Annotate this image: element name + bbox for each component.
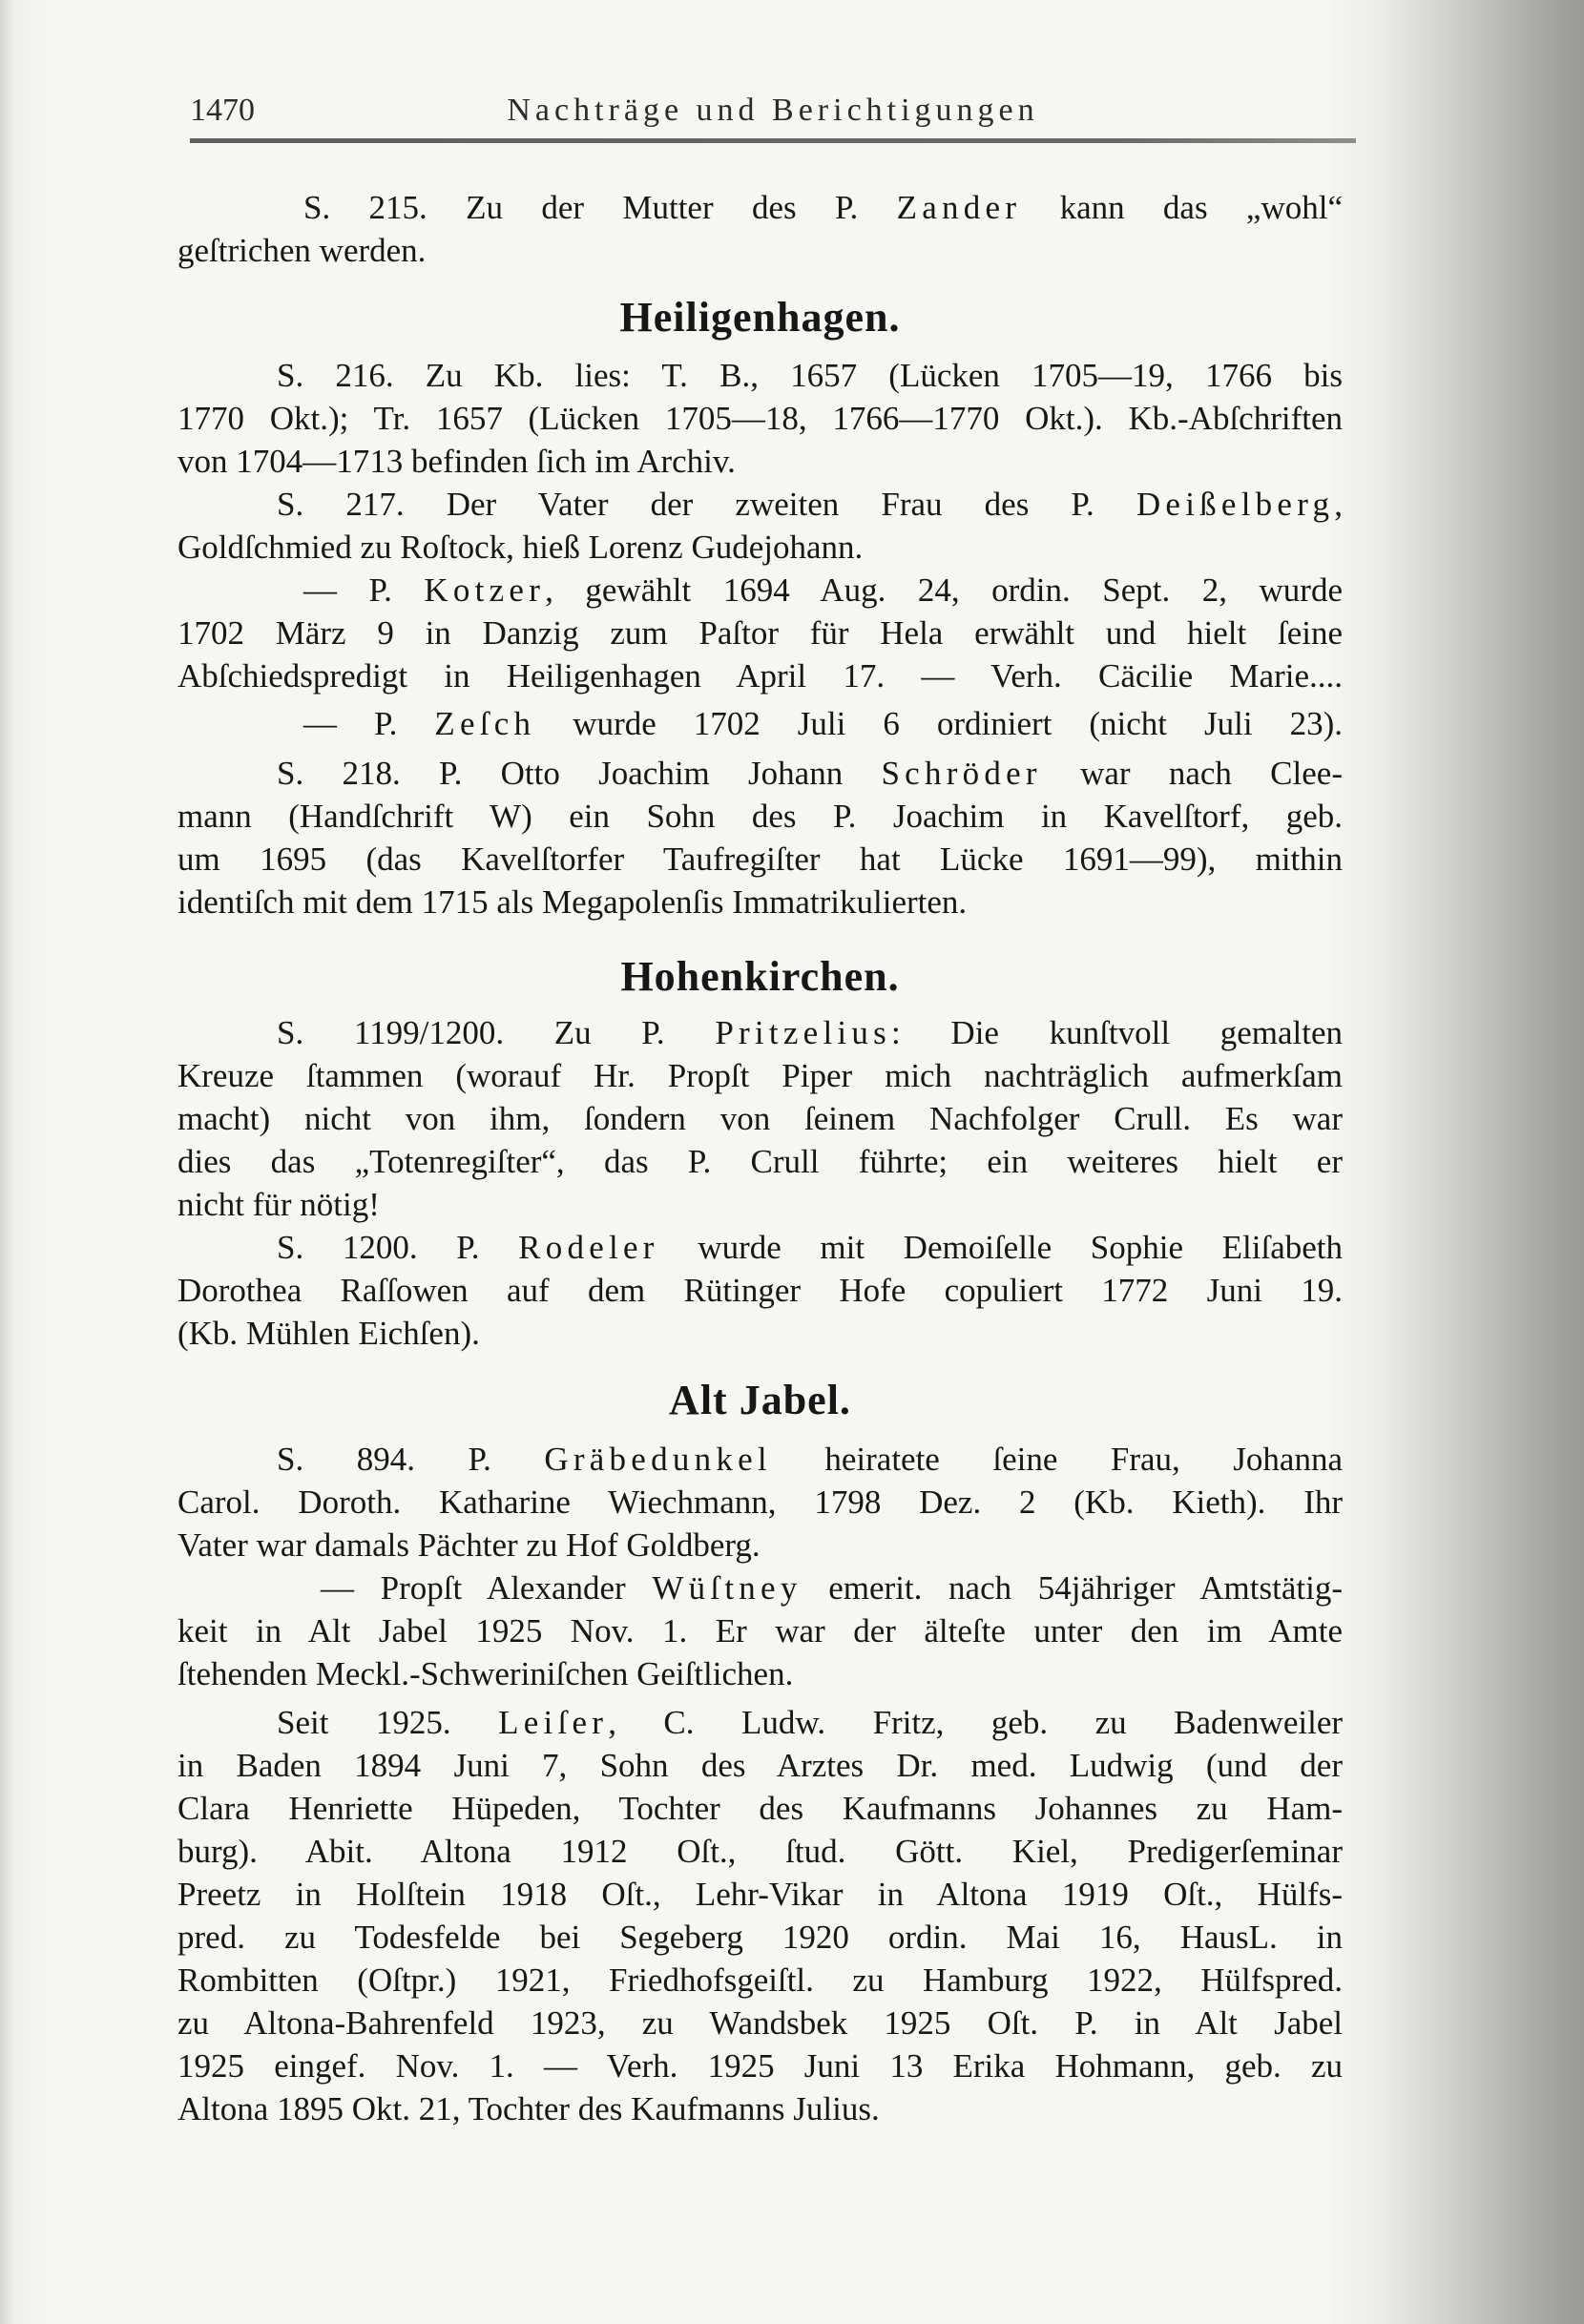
line-text: war nach Clee- — [1041, 755, 1343, 792]
line-text: emerit. nach 54jähriger Amtstätig- — [802, 1569, 1343, 1607]
text-line: Rombitten (Oſtpr.) 1921, Friedhofsgeiſtl. zu Hamburg 1922, Hülfspred. — [177, 1961, 1343, 1999]
line-text: S. 1199/1200. Zu P. — [277, 1014, 716, 1051]
text-line: Altona 1895 Okt. 21, Tochter des Kaufmanns Julius. — [177, 2090, 880, 2127]
page-number: 1470 — [190, 93, 255, 128]
paragraph — [177, 483, 1343, 569]
text-line: nicht für nötig! — [177, 1186, 380, 1223]
text-line: Abſchiedspredigt in Heiligenhagen April 17. — Verh. Cäcilie Marie.... — [177, 657, 1343, 695]
text-line: pred. zu Todesfelde bei Segeberg 1920 ordin. Mai 16, HausL. in — [177, 1919, 1343, 1956]
text-line: identiſch mit dem 1715 als Megapolenſis Immatrikulierten. — [177, 883, 968, 921]
text-line: keit in Alt Jabel 1925 Nov. 1. Er war der älteſte unter den im Amte — [177, 1612, 1343, 1650]
text-line — [177, 483, 1343, 526]
paragraph — [177, 1438, 1343, 1567]
text-line: Carol. Doroth. Katharine Wiechmann, 1798 Dez. 2 (Kb. Kieth). Ihr — [177, 1484, 1343, 1521]
section-alt-jabel — [177, 1374, 1343, 2130]
paragraph — [177, 752, 1343, 923]
line-text: , C. Ludw. Fritz, geb. zu Badenweiler — [608, 1704, 1344, 1741]
running-head — [190, 92, 1356, 130]
line-text: — P. — [303, 705, 435, 742]
line-text: Seit 1925. — [277, 1704, 499, 1741]
line-text: S. 1200. P. — [277, 1229, 519, 1266]
text-line: Clara Henriette Hüpeden, Tochter des Kaufmanns Johannes zu Ham- — [177, 1790, 1343, 1827]
line-text: S. 217. Der Vater der zweiten Frau des P. — [277, 486, 1136, 523]
text-line: mann (Handſchrift W) ein Sohn des P. Joachim in Kavelſtorf, geb. — [177, 798, 1343, 835]
paragraph — [177, 702, 1343, 745]
header-rule — [190, 138, 1356, 143]
text-line: zu Altona-Bahrenfeld 1923, zu Wandsbek 1925 Oſt. P. in Alt Jabel — [177, 2004, 1343, 2042]
text-line — [177, 1567, 1343, 1609]
person-name: Pritzelius — [715, 1014, 892, 1051]
text-line: (Kb. Mühlen Eichſen). — [177, 1315, 480, 1352]
line-text: heiratete ſeine Frau, Johanna — [771, 1441, 1343, 1478]
text-line: von 1704—1713 befinden ſich im Archiv. — [177, 443, 736, 480]
section-hohenkirchen — [177, 950, 1343, 1355]
text-line: burg). Abit. Altona 1912 Oſt., ſtud. Gött. Kiel, Predigerſeminar — [177, 1833, 1343, 1870]
paragraph — [177, 569, 1343, 697]
paragraph — [177, 1011, 1343, 1226]
text-line: 1770 Okt.); Tr. 1657 (Lücken 1705—18, 1766—1770 Okt.). Kb.-Abſchriften — [177, 400, 1343, 437]
text-line: 1702 März 9 in Danzig zum Paſtor für Hela erwählt und hielt ſeine — [177, 614, 1343, 652]
line-text: S. 215. Zu der Mutter des P. — [303, 189, 897, 226]
text-line — [177, 752, 1343, 795]
section-heading: Hohenkirchen. — [620, 953, 900, 1000]
person-name: Zeſch — [434, 705, 536, 742]
text-line: dies das „Totenregiſter“, das P. Crull führte; ein weiteres hielt er — [177, 1143, 1343, 1180]
person-name: Gräbedunkel — [544, 1441, 772, 1478]
paragraph — [177, 186, 1343, 272]
text-line: Goldſchmied zu Roſtock, hieß Lorenz Gudejohann. — [177, 529, 864, 566]
line-text: , — [1334, 486, 1343, 523]
text-line: ſtehenden Meckl.-Schweriniſchen Geiſtlichen. — [177, 1655, 794, 1692]
line-text: — Propſt Alexander — [321, 1569, 653, 1607]
text-line: macht) nicht von ihm, ſondern von ſeinem Nachfolger Crull. Es war — [177, 1100, 1343, 1137]
running-title: Nachträge und Berichtigungen — [507, 93, 1039, 128]
paragraph — [177, 1226, 1343, 1355]
person-name: Wüſtney — [652, 1569, 802, 1607]
person-name: Deißelberg — [1136, 486, 1335, 523]
paragraph — [177, 1567, 1343, 1695]
text-line — [177, 1701, 1343, 1744]
line-text: : Die kunſtvoll gemalten — [891, 1014, 1343, 1051]
text-line — [177, 186, 1343, 229]
paragraph — [177, 354, 1343, 483]
person-name: Leiſer — [498, 1704, 609, 1741]
person-name: Schröder — [881, 755, 1042, 792]
section-heiligenhagen — [177, 291, 1343, 923]
line-text: wurde mit Demoiſelle Sophie Eliſabeth — [658, 1229, 1343, 1266]
person-name: Rodeler — [518, 1229, 659, 1266]
page-body — [177, 186, 1343, 2130]
line-text: — P. — [303, 571, 425, 609]
text-line — [177, 702, 1343, 745]
person-name: Zander — [896, 189, 1022, 226]
text-line: in Baden 1894 Juni 7, Sohn des Arztes Dr. med. Ludwig (und der — [177, 1747, 1343, 1784]
section-heading: Heiligenhagen. — [619, 294, 901, 341]
line-text: , gewählt 1694 Aug. 24, ordin. Sept. 2, wurde — [545, 571, 1343, 609]
person-name: Kotzer — [424, 571, 546, 609]
text-line: Dorothea Raſſowen auf dem Rütinger Hofe copuliert 1772 Juni 19. — [177, 1272, 1343, 1309]
text-line — [177, 1011, 1343, 1054]
text-line: Vater war damals Pächter zu Hof Goldberg. — [177, 1526, 761, 1564]
text-line: geſtrichen werden. — [177, 232, 427, 269]
text-line: S. 216. Zu Kb. lies: T. B., 1657 (Lücken 1705—19, 1766 bis — [277, 357, 1343, 394]
line-text: S. 894. P. — [277, 1441, 545, 1478]
line-text: kann das „wohl“ — [1021, 189, 1343, 226]
text-line — [177, 569, 1343, 612]
line-text: wurde 1702 Juli 6 ordiniert (nicht Juli 23). — [535, 705, 1343, 742]
paragraph — [177, 1701, 1343, 2130]
line-text: S. 218. P. Otto Joachim Johann — [277, 755, 882, 792]
text-line: Preetz in Holſtein 1918 Oſt., Lehr-Vikar in Altona 1919 Oſt., Hülfs- — [177, 1876, 1343, 1913]
text-line: Kreuze ſtammen (worauf Hr. Propſt Piper mich nachträglich aufmerkſam — [177, 1057, 1343, 1094]
text-line — [177, 1438, 1343, 1481]
text-line — [177, 1226, 1343, 1269]
section-heading: Alt Jabel. — [669, 1377, 851, 1423]
text-line: um 1695 (das Kavelſtorfer Taufregiſter hat Lücke 1691—99), mithin — [177, 840, 1343, 878]
text-line: 1925 eingef. Nov. 1. — Verh. 1925 Juni 13 Erika Hohmann, geb. zu — [177, 2047, 1343, 2085]
